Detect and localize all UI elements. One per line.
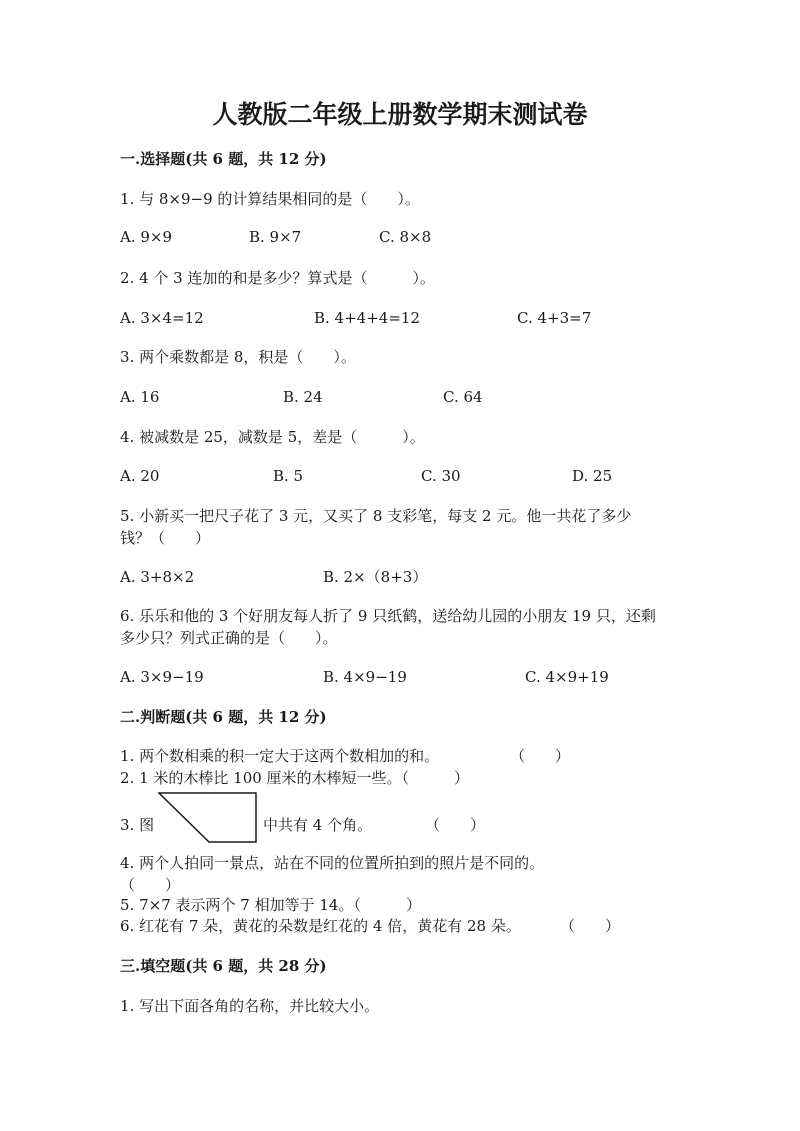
page-title: 人教版二年级上册数学期末测试卷	[212, 100, 588, 129]
option-c: C. 64	[443, 388, 483, 406]
option-b: B. 2×（8+3）	[323, 568, 428, 586]
question-1-5-line2: 钱？（ ）	[120, 529, 211, 547]
option-c: C. 30	[421, 467, 461, 485]
judge-3-suffix: 中共有 4 个角。	[263, 816, 373, 834]
judge-5: 5. 7×7 表示两个 7 相加等于 14。（ ）	[120, 896, 421, 914]
option-b: B. 4+4+4=12	[314, 309, 420, 327]
answer-paren: （ ）	[510, 747, 571, 765]
option-b: B. 4×9−19	[323, 668, 407, 686]
option-a: A. 3×9−19	[120, 668, 204, 686]
option-b: B. 9×7	[249, 228, 302, 246]
judge-6: 6. 红花有 7 朵，黄花的朵数是红花的 4 倍，黄花有 28 朵。	[120, 917, 521, 935]
option-c: C. 8×8	[379, 228, 432, 246]
option-a: A. 20	[120, 467, 160, 485]
answer-paren: （ ）	[120, 876, 181, 894]
option-a: A. 9×9	[120, 228, 173, 246]
trapezoid-figure	[158, 792, 260, 844]
option-a: A. 3×4=12	[120, 309, 204, 327]
section-heading-fill: 三.填空题(共 6 题，共 28 分)	[120, 957, 327, 975]
option-b: B. 24	[283, 388, 323, 406]
section-heading-judge: 二.判断题(共 6 题，共 12 分)	[120, 708, 327, 726]
question-1-6-line1: 6. 乐乐和他的 3 个好朋友每人折了 9 只纸鹤，送给幼儿园的小朋友 19 只，还剩	[120, 607, 656, 625]
answer-paren: （ ）	[560, 917, 621, 935]
question-1-3: 3. 两个乘数都是 8，积是（ ）。	[120, 348, 356, 366]
option-a: A. 3+8×2	[120, 568, 195, 586]
judge-4: 4. 两个人拍同一景点，站在不同的位置所拍到的照片是不同的。	[120, 854, 545, 872]
question-1-2: 2. 4 个 3 连加的和是多少？算式是（ ）。	[120, 269, 435, 287]
question-1-1: 1. 与 8×9−9 的计算结果相同的是（ ）。	[120, 190, 420, 208]
question-1-5-line1: 5. 小新买一把尺子花了 3 元，又买了 8 支彩笔，每支 2 元。他一共花了多少	[120, 507, 632, 525]
option-c: C. 4×9+19	[525, 668, 609, 686]
question-1-6-line2: 多少只？列式正确的是（ ）。	[120, 629, 338, 647]
judge-2: 2. 1 米的木棒比 100 厘米的木棒短一些。（ ）	[120, 769, 470, 787]
fill-1: 1. 写出下面各角的名称，并比较大小。	[120, 997, 380, 1015]
option-a: A. 16	[120, 388, 160, 406]
option-b: B. 5	[273, 467, 304, 485]
answer-paren: （ ）	[425, 816, 486, 834]
question-1-4: 4. 被减数是 25，减数是 5，差是（ ）。	[120, 428, 425, 446]
option-c: C. 4+3=7	[517, 309, 592, 327]
judge-1: 1. 两个数相乘的积一定大于这两个数相加的和。	[120, 747, 440, 765]
judge-3-prefix: 3. 图	[120, 816, 155, 834]
section-heading-choice: 一.选择题(共 6 题，共 12 分)	[120, 150, 327, 168]
option-d: D. 25	[572, 467, 613, 485]
